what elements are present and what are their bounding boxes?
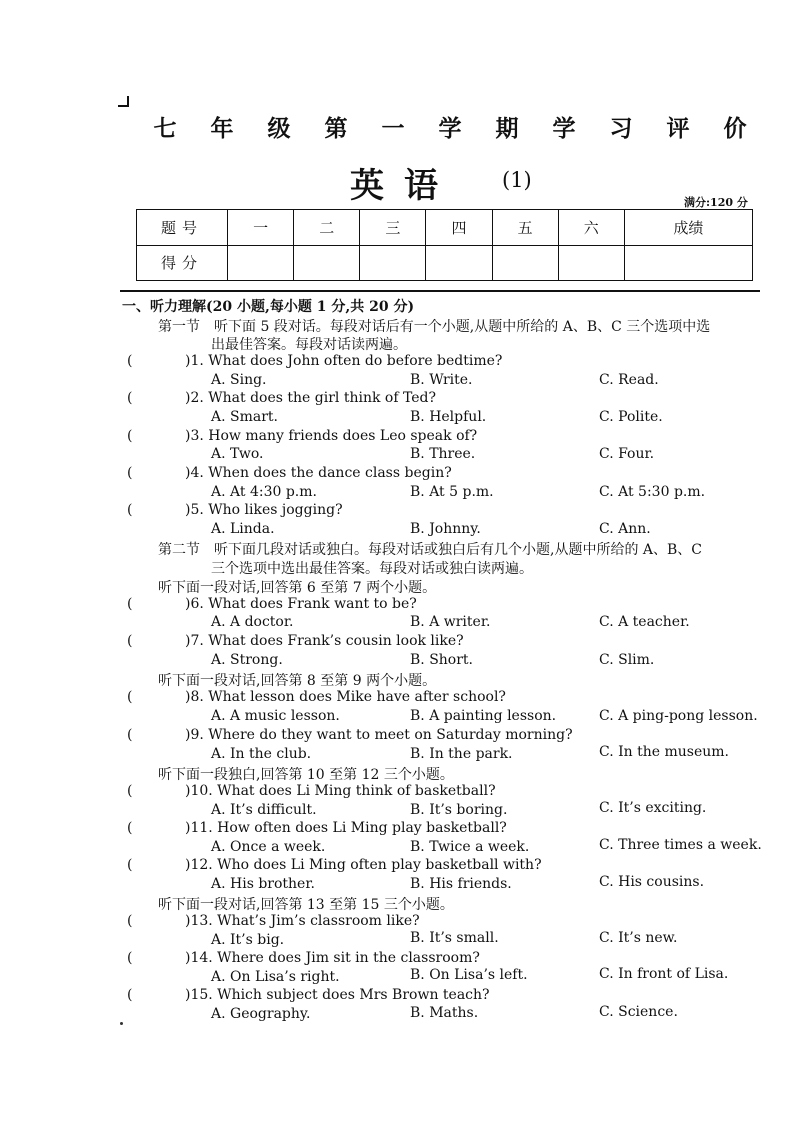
option-c: C. Four. xyxy=(599,446,655,462)
option-c: C. Slim. xyxy=(599,652,655,668)
answer-paren[interactable]: ( xyxy=(127,689,133,705)
title-char: 七 xyxy=(153,115,177,142)
answer-paren[interactable]: ( xyxy=(127,783,133,799)
answer-paren[interactable]: ( xyxy=(127,987,133,1003)
option-b: B. Johnny. xyxy=(410,521,481,537)
score-entry-cell[interactable] xyxy=(558,245,624,281)
option-a: A. His brother. xyxy=(211,876,315,892)
score-entry-cell[interactable] xyxy=(228,245,294,281)
option-c: C. A teacher. xyxy=(599,614,690,630)
option-a: A. Sing. xyxy=(211,372,267,388)
score-entry-cell[interactable] xyxy=(492,245,558,281)
score-entry-cell[interactable] xyxy=(294,245,360,281)
question-text: )4. When does the dance class begin? xyxy=(185,465,452,481)
option-b: B. Three. xyxy=(410,446,476,462)
option-a: A. A music lesson. xyxy=(211,708,340,724)
question-text: )10. What does Li Ming think of basketball? xyxy=(185,783,496,799)
score-entry-cell[interactable] xyxy=(624,245,752,281)
option-c: C. At 5:30 p.m. xyxy=(599,484,706,500)
question-text: )1. What does John often do before bedtime? xyxy=(185,353,503,369)
title-char: 一 xyxy=(381,115,405,142)
question-text: )6. What does Frank want to be? xyxy=(185,596,417,612)
exam-title xyxy=(150,110,750,143)
question-text: )14. Where does Jim sit in the classroom? xyxy=(185,950,480,966)
corner-mark xyxy=(118,96,129,107)
option-a: A. At 4:30 p.m. xyxy=(211,484,317,500)
answer-paren[interactable]: ( xyxy=(127,857,133,873)
option-a: A. In the club. xyxy=(211,746,312,762)
section-divider xyxy=(120,290,760,292)
title-char: 级 xyxy=(267,115,291,142)
option-a: A. Smart. xyxy=(211,409,278,425)
option-c: C. Three times a week. xyxy=(599,837,762,853)
option-a: A. It’s difficult. xyxy=(211,802,317,818)
answer-paren[interactable]: ( xyxy=(127,353,133,369)
option-b: B. A writer. xyxy=(410,614,491,630)
part1-instruction: 第一节 听下面 5 段对话。每段对话后有一个小题,从题中所给的 A、B、C 三个选项中选 xyxy=(158,319,711,335)
question-text: )5. Who likes jogging? xyxy=(185,502,343,518)
option-a: A. Once a week. xyxy=(211,839,326,855)
option-a: A. Linda. xyxy=(211,521,275,537)
option-a: A. It’s big. xyxy=(211,932,285,948)
group-instruction: 听下面一段对话,回答第 6 至第 7 两个小题。 xyxy=(158,580,437,596)
option-b: B. Twice a week. xyxy=(410,839,530,855)
score-table-cell: 五 xyxy=(492,210,558,246)
full-score-note: 满分:120 分 xyxy=(684,196,748,209)
score-table-cell: 得分 xyxy=(137,245,228,281)
answer-paren[interactable]: ( xyxy=(127,428,133,444)
answer-paren[interactable]: ( xyxy=(127,596,133,612)
option-a: A. A doctor. xyxy=(211,614,294,630)
question-text: )2. What does the girl think of Ted? xyxy=(185,390,436,406)
option-c: C. Ann. xyxy=(599,521,651,537)
part2-instruction: 第二节 听下面几段对话或独白。每段对话或独白后有几个小题,从题中所给的 A、B、C xyxy=(158,542,703,558)
answer-paren[interactable]: ( xyxy=(127,390,133,406)
group-instruction: 听下面一段独白,回答第 10 至第 12 三个小题。 xyxy=(158,767,454,783)
option-b: B. Short. xyxy=(410,652,473,668)
title-char: 期 xyxy=(495,115,519,142)
answer-paren[interactable]: ( xyxy=(127,727,133,743)
answer-paren[interactable]: ( xyxy=(127,820,133,836)
option-b: B. At 5 p.m. xyxy=(410,484,494,500)
option-a: A. On Lisa’s right. xyxy=(211,969,340,985)
score-table-cell: 题号 xyxy=(137,210,228,246)
option-c: C. His cousins. xyxy=(599,874,705,890)
answer-paren[interactable]: ( xyxy=(127,465,133,481)
option-b: B. In the park. xyxy=(410,746,513,762)
option-b: B. Maths. xyxy=(410,1005,479,1021)
option-b: B. Helpful. xyxy=(410,409,487,425)
score-table-cell: 成绩 xyxy=(624,210,752,246)
score-table-cell: 一 xyxy=(228,210,294,246)
score-table-cell: 四 xyxy=(426,210,492,246)
answer-paren[interactable]: ( xyxy=(127,950,133,966)
group-instruction: 听下面一段对话,回答第 8 至第 9 两个小题。 xyxy=(158,673,437,689)
part2-instruction-cont: 三个选项中选出最佳答案。每段对话或独白读两遍。 xyxy=(211,561,533,577)
question-text: )3. How many friends does Leo speak of? xyxy=(185,428,478,444)
score-entry-cell[interactable] xyxy=(426,245,492,281)
score-table-score-row xyxy=(137,245,753,281)
score-entry-cell[interactable] xyxy=(360,245,426,281)
option-c: C. Polite. xyxy=(599,409,663,425)
title-char: 学 xyxy=(552,115,576,142)
option-a: A. Strong. xyxy=(211,652,283,668)
option-a: A. Geography. xyxy=(211,1006,311,1022)
option-b: B. It’s small. xyxy=(410,930,499,946)
option-b: B. A painting lesson. xyxy=(410,708,557,724)
question-text: )12. Who does Li Ming often play basketball with? xyxy=(185,857,542,873)
option-c: C. A ping-pong lesson. xyxy=(599,708,758,724)
question-text: )11. How often does Li Ming play basketball? xyxy=(185,820,507,836)
answer-paren[interactable]: ( xyxy=(127,502,133,518)
question-text: )7. What does Frank’s cousin look like? xyxy=(185,633,464,649)
score-table-cell: 三 xyxy=(360,210,426,246)
part1-instruction-cont: 出最佳答案。每段对话读两遍。 xyxy=(211,337,407,353)
score-table-header-row xyxy=(137,210,753,246)
question-text: )9. Where do they want to meet on Saturday morning? xyxy=(185,727,573,743)
option-c: C. In the museum. xyxy=(599,744,729,760)
option-b: B. His friends. xyxy=(410,876,512,892)
page-speck xyxy=(120,1022,123,1025)
option-c: C. Read. xyxy=(599,372,659,388)
option-c: C. It’s exciting. xyxy=(599,800,707,816)
answer-paren[interactable]: ( xyxy=(127,633,133,649)
title-char: 价 xyxy=(723,115,747,142)
option-c: C. It’s new. xyxy=(599,930,678,946)
option-b: B. Write. xyxy=(410,372,473,388)
title-char: 第 xyxy=(324,115,348,142)
score-table-cell: 二 xyxy=(294,210,360,246)
option-c: C. Science. xyxy=(599,1004,678,1020)
option-b: B. It’s boring. xyxy=(410,802,508,818)
question-text: )15. Which subject does Mrs Brown teach? xyxy=(185,987,490,1003)
option-b: B. On Lisa’s left. xyxy=(410,967,528,983)
answer-paren[interactable]: ( xyxy=(127,913,133,929)
question-text: )8. What lesson does Mike have after school? xyxy=(185,689,506,705)
option-a: A. Two. xyxy=(211,446,264,462)
title-char: 年 xyxy=(210,115,234,142)
score-table xyxy=(136,209,753,281)
score-table-cell: 六 xyxy=(558,210,624,246)
title-char: 学 xyxy=(438,115,462,142)
subject-title: 英语 xyxy=(350,166,458,206)
title-char: 评 xyxy=(666,115,690,142)
option-c: C. In front of Lisa. xyxy=(599,966,729,982)
section-title: 一、听力理解(20 小题,每小题 1 分,共 20 分) xyxy=(122,299,415,315)
question-text: )13. What’s Jim’s classroom like? xyxy=(185,913,420,929)
title-char: 习 xyxy=(609,115,633,142)
volume-number: (1) xyxy=(502,168,532,192)
group-instruction: 听下面一段对话,回答第 13 至第 15 三个小题。 xyxy=(158,897,454,913)
